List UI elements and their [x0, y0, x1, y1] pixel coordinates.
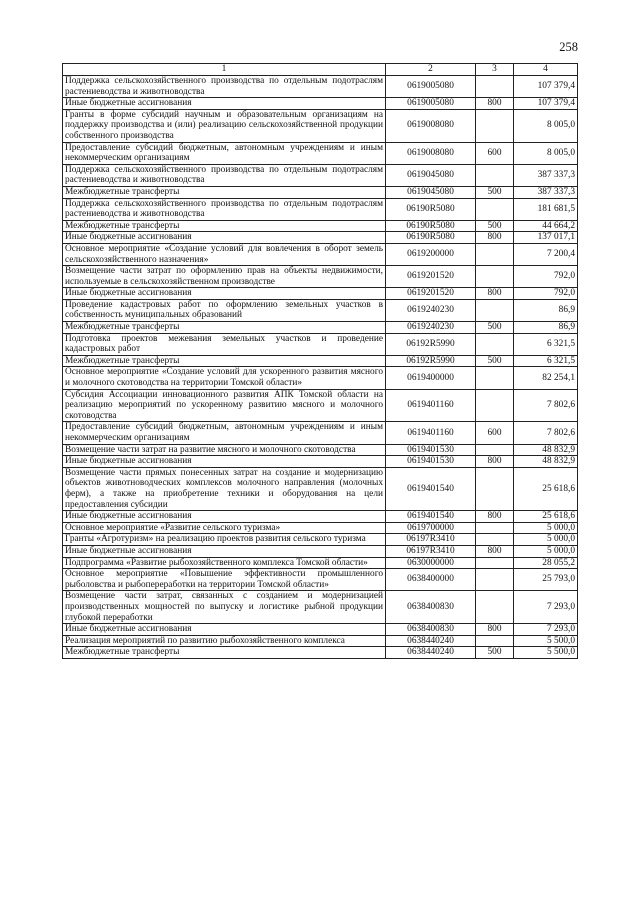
- row-type: 800: [476, 98, 514, 110]
- table-row: [63, 511, 578, 523]
- row-code: 0619201520: [386, 288, 476, 300]
- row-name: Межбюджетные трансферты: [63, 186, 386, 198]
- row-name: Возмещение части затрат по оформлению прав на объекты недвижимости, используемые в сельскохозяйственном производстве: [63, 266, 386, 288]
- row-name: Иные бюджетные ассигнования: [63, 232, 386, 244]
- row-code: 0619005080: [386, 76, 476, 98]
- row-name: Субсидия Ассоциации инновационного развития АПК Томской области на реализацию мероприятий по ускоренному развитию мясного и молочного скотоводства: [63, 389, 386, 422]
- table-row: [63, 76, 578, 98]
- row-type: 500: [476, 186, 514, 198]
- row-type: 600: [476, 422, 514, 444]
- table-row: [63, 444, 578, 456]
- row-code: 0638400830: [386, 591, 476, 624]
- table-row: [63, 164, 578, 186]
- row-type: [476, 243, 514, 265]
- row-amount: 5 000,0: [514, 545, 578, 557]
- header-code: 2: [386, 64, 476, 76]
- row-type: [476, 333, 514, 355]
- row-name: Иные бюджетные ассигнования: [63, 456, 386, 468]
- row-name: Межбюджетные трансферты: [63, 220, 386, 232]
- row-name: Возмещение части затрат, связанных с созданием и модернизацией производственных мощностей по выпуску и логистике рыбной продукции глубокой переработки: [63, 591, 386, 624]
- table-row: [63, 198, 578, 220]
- row-type: 500: [476, 355, 514, 367]
- table-row: [63, 422, 578, 444]
- row-code: 0619240230: [386, 322, 476, 334]
- row-name: Подпрограмма «Развитие рыбохозяйственного комплекса Томской области»: [63, 557, 386, 569]
- row-amount: 181 681,5: [514, 198, 578, 220]
- row-code: 0619401530: [386, 444, 476, 456]
- row-amount: 7 293,0: [514, 624, 578, 636]
- budget-table: [62, 63, 578, 659]
- header-amount: 4: [514, 64, 578, 76]
- row-code: 06197R3410: [386, 545, 476, 557]
- row-amount: 7 200,4: [514, 243, 578, 265]
- row-code: 0638400830: [386, 624, 476, 636]
- row-type: [476, 534, 514, 546]
- row-code: 06190R5080: [386, 220, 476, 232]
- row-type: 800: [476, 288, 514, 300]
- row-name: Возмещение части затрат на развитие мясного и молочного скотоводства: [63, 444, 386, 456]
- table-body: [63, 76, 578, 659]
- row-type: [476, 591, 514, 624]
- row-code: 0619401540: [386, 467, 476, 510]
- row-amount: 48 832,9: [514, 444, 578, 456]
- row-amount: 6 321,5: [514, 333, 578, 355]
- row-type: [476, 444, 514, 456]
- row-type: [476, 109, 514, 142]
- table-row: [63, 243, 578, 265]
- row-name: Межбюджетные трансферты: [63, 355, 386, 367]
- row-name: Проведение кадастровых работ по оформлению земельных участков в собственность муниципальных образований: [63, 299, 386, 321]
- row-code: 06190R5080: [386, 232, 476, 244]
- row-name: Основное мероприятие «Повышение эффективности промышленного рыболовства и рыбопереработки на территории Томской области»: [63, 569, 386, 591]
- row-type: [476, 164, 514, 186]
- row-type: [476, 557, 514, 569]
- row-amount: 48 832,9: [514, 456, 578, 468]
- row-amount: 792,0: [514, 266, 578, 288]
- row-name: Поддержка сельскохозяйственного производства по отдельным подотраслям растениеводства и животноводства: [63, 198, 386, 220]
- row-amount: 387 337,3: [514, 164, 578, 186]
- table-row: [63, 522, 578, 534]
- row-code: 0619008080: [386, 109, 476, 142]
- table-row: [63, 333, 578, 355]
- row-code: 0638440240: [386, 647, 476, 659]
- row-code: 0619400000: [386, 367, 476, 389]
- row-code: 06192R5990: [386, 355, 476, 367]
- row-type: [476, 76, 514, 98]
- table-row: [63, 98, 578, 110]
- row-amount: 107 379,4: [514, 76, 578, 98]
- row-code: 06190R5080: [386, 198, 476, 220]
- row-amount: 107 379,4: [514, 98, 578, 110]
- row-name: Основное мероприятие «Создание условий для вовлечения в оборот земель сельскохозяйственного назначения»: [63, 243, 386, 265]
- row-type: [476, 569, 514, 591]
- table-row: [63, 367, 578, 389]
- row-amount: 25 793,0: [514, 569, 578, 591]
- row-amount: 137 017,1: [514, 232, 578, 244]
- row-type: 600: [476, 142, 514, 164]
- row-amount: 8 005,0: [514, 142, 578, 164]
- table-header-row: [63, 64, 578, 76]
- row-type: 500: [476, 647, 514, 659]
- row-code: 06192R5990: [386, 333, 476, 355]
- row-type: 800: [476, 511, 514, 523]
- row-code: 0619700000: [386, 522, 476, 534]
- row-amount: 7 293,0: [514, 591, 578, 624]
- row-code: 0619401540: [386, 511, 476, 523]
- row-type: 500: [476, 220, 514, 232]
- row-amount: 5 500,0: [514, 635, 578, 647]
- row-code: 0619401160: [386, 422, 476, 444]
- row-code: 0619045080: [386, 186, 476, 198]
- row-name: Подготовка проектов межевания земельных участков и проведение кадастровых работ: [63, 333, 386, 355]
- row-type: [476, 467, 514, 510]
- table-row: [63, 557, 578, 569]
- row-code: 0619008080: [386, 142, 476, 164]
- row-amount: 7 802,6: [514, 389, 578, 422]
- table-row: [63, 232, 578, 244]
- row-code: 06197R3410: [386, 534, 476, 546]
- table-row: [63, 288, 578, 300]
- row-code: 0638400000: [386, 569, 476, 591]
- row-amount: 8 005,0: [514, 109, 578, 142]
- row-amount: 5 500,0: [514, 647, 578, 659]
- row-type: [476, 389, 514, 422]
- row-name: Межбюджетные трансферты: [63, 322, 386, 334]
- row-amount: 7 802,6: [514, 422, 578, 444]
- row-name: Иные бюджетные ассигнования: [63, 98, 386, 110]
- row-type: 800: [476, 624, 514, 636]
- page-number: 258: [559, 40, 578, 54]
- row-amount: 25 618,6: [514, 467, 578, 510]
- table-row: [63, 467, 578, 510]
- header-name: 1: [63, 64, 386, 76]
- row-amount: 86,9: [514, 322, 578, 334]
- table-row: [63, 299, 578, 321]
- row-name: Реализация мероприятий по развитию рыбохозяйственного комплекса: [63, 635, 386, 647]
- header-type: 3: [476, 64, 514, 76]
- row-amount: 792,0: [514, 288, 578, 300]
- table-row: [63, 186, 578, 198]
- row-name: Основное мероприятие «Создание условий для ускоренного развития мясного и молочного скотоводства на территории Томской области»: [63, 367, 386, 389]
- table-row: [63, 389, 578, 422]
- row-type: 500: [476, 322, 514, 334]
- row-type: 800: [476, 545, 514, 557]
- row-amount: 6 321,5: [514, 355, 578, 367]
- row-name: Поддержка сельскохозяйственного производства по отдельным подотраслям растениеводства и животноводства: [63, 164, 386, 186]
- row-code: 0619401160: [386, 389, 476, 422]
- row-name: Гранты «Агротуризм» на реализацию проектов развития сельского туризма: [63, 534, 386, 546]
- row-name: Поддержка сельскохозяйственного производства по отдельным подотраслям растениеводства и животноводства: [63, 76, 386, 98]
- table-row: [63, 266, 578, 288]
- row-code: 0619201520: [386, 266, 476, 288]
- row-name: Иные бюджетные ассигнования: [63, 511, 386, 523]
- row-name: Предоставление субсидий бюджетным, автономным учреждениям и иным некоммерческим организациям: [63, 142, 386, 164]
- row-code: 0619401530: [386, 456, 476, 468]
- table-row: [63, 624, 578, 636]
- row-amount: 387 337,3: [514, 186, 578, 198]
- table-row: [63, 569, 578, 591]
- row-amount: 44 664,2: [514, 220, 578, 232]
- table-row: [63, 647, 578, 659]
- row-name: Иные бюджетные ассигнования: [63, 545, 386, 557]
- row-name: Иные бюджетные ассигнования: [63, 288, 386, 300]
- row-amount: 5 000,0: [514, 522, 578, 534]
- table-row: [63, 142, 578, 164]
- table-row: [63, 456, 578, 468]
- table-row: [63, 322, 578, 334]
- row-code: 0619005080: [386, 98, 476, 110]
- row-code: 0619200000: [386, 243, 476, 265]
- row-type: 800: [476, 456, 514, 468]
- row-name: Межбюджетные трансферты: [63, 647, 386, 659]
- row-code: 0630000000: [386, 557, 476, 569]
- table-row: [63, 635, 578, 647]
- row-amount: 82 254,1: [514, 367, 578, 389]
- row-type: [476, 367, 514, 389]
- table-row: [63, 534, 578, 546]
- table-row: [63, 220, 578, 232]
- row-name: Основное мероприятие «Развитие сельского туризма»: [63, 522, 386, 534]
- row-code: 0619240230: [386, 299, 476, 321]
- table-row: [63, 109, 578, 142]
- table-row: [63, 591, 578, 624]
- row-code: 0638440240: [386, 635, 476, 647]
- row-name: Возмещение части прямых понесенных затрат на создание и модернизацию объектов животноводческих комплексов молочного направления (молочных ферм), а также на приобретение техники и оборудования на цели предоставления субсидии: [63, 467, 386, 510]
- row-type: [476, 635, 514, 647]
- row-type: [476, 522, 514, 534]
- row-amount: 25 618,6: [514, 511, 578, 523]
- row-name: Предоставление субсидий бюджетным, автономным учреждениям и иным некоммерческим организациям: [63, 422, 386, 444]
- row-code: 0619045080: [386, 164, 476, 186]
- row-type: [476, 299, 514, 321]
- row-amount: 86,9: [514, 299, 578, 321]
- row-type: 800: [476, 232, 514, 244]
- row-amount: 5 000,0: [514, 534, 578, 546]
- row-type: [476, 266, 514, 288]
- table-row: [63, 545, 578, 557]
- row-name: Гранты в форме субсидий научным и образовательным организациям на поддержку производства и (или) реализацию сельскохозяйственной продукции собственного производства: [63, 109, 386, 142]
- row-name: Иные бюджетные ассигнования: [63, 624, 386, 636]
- table-row: [63, 355, 578, 367]
- row-amount: 28 055,2: [514, 557, 578, 569]
- row-type: [476, 198, 514, 220]
